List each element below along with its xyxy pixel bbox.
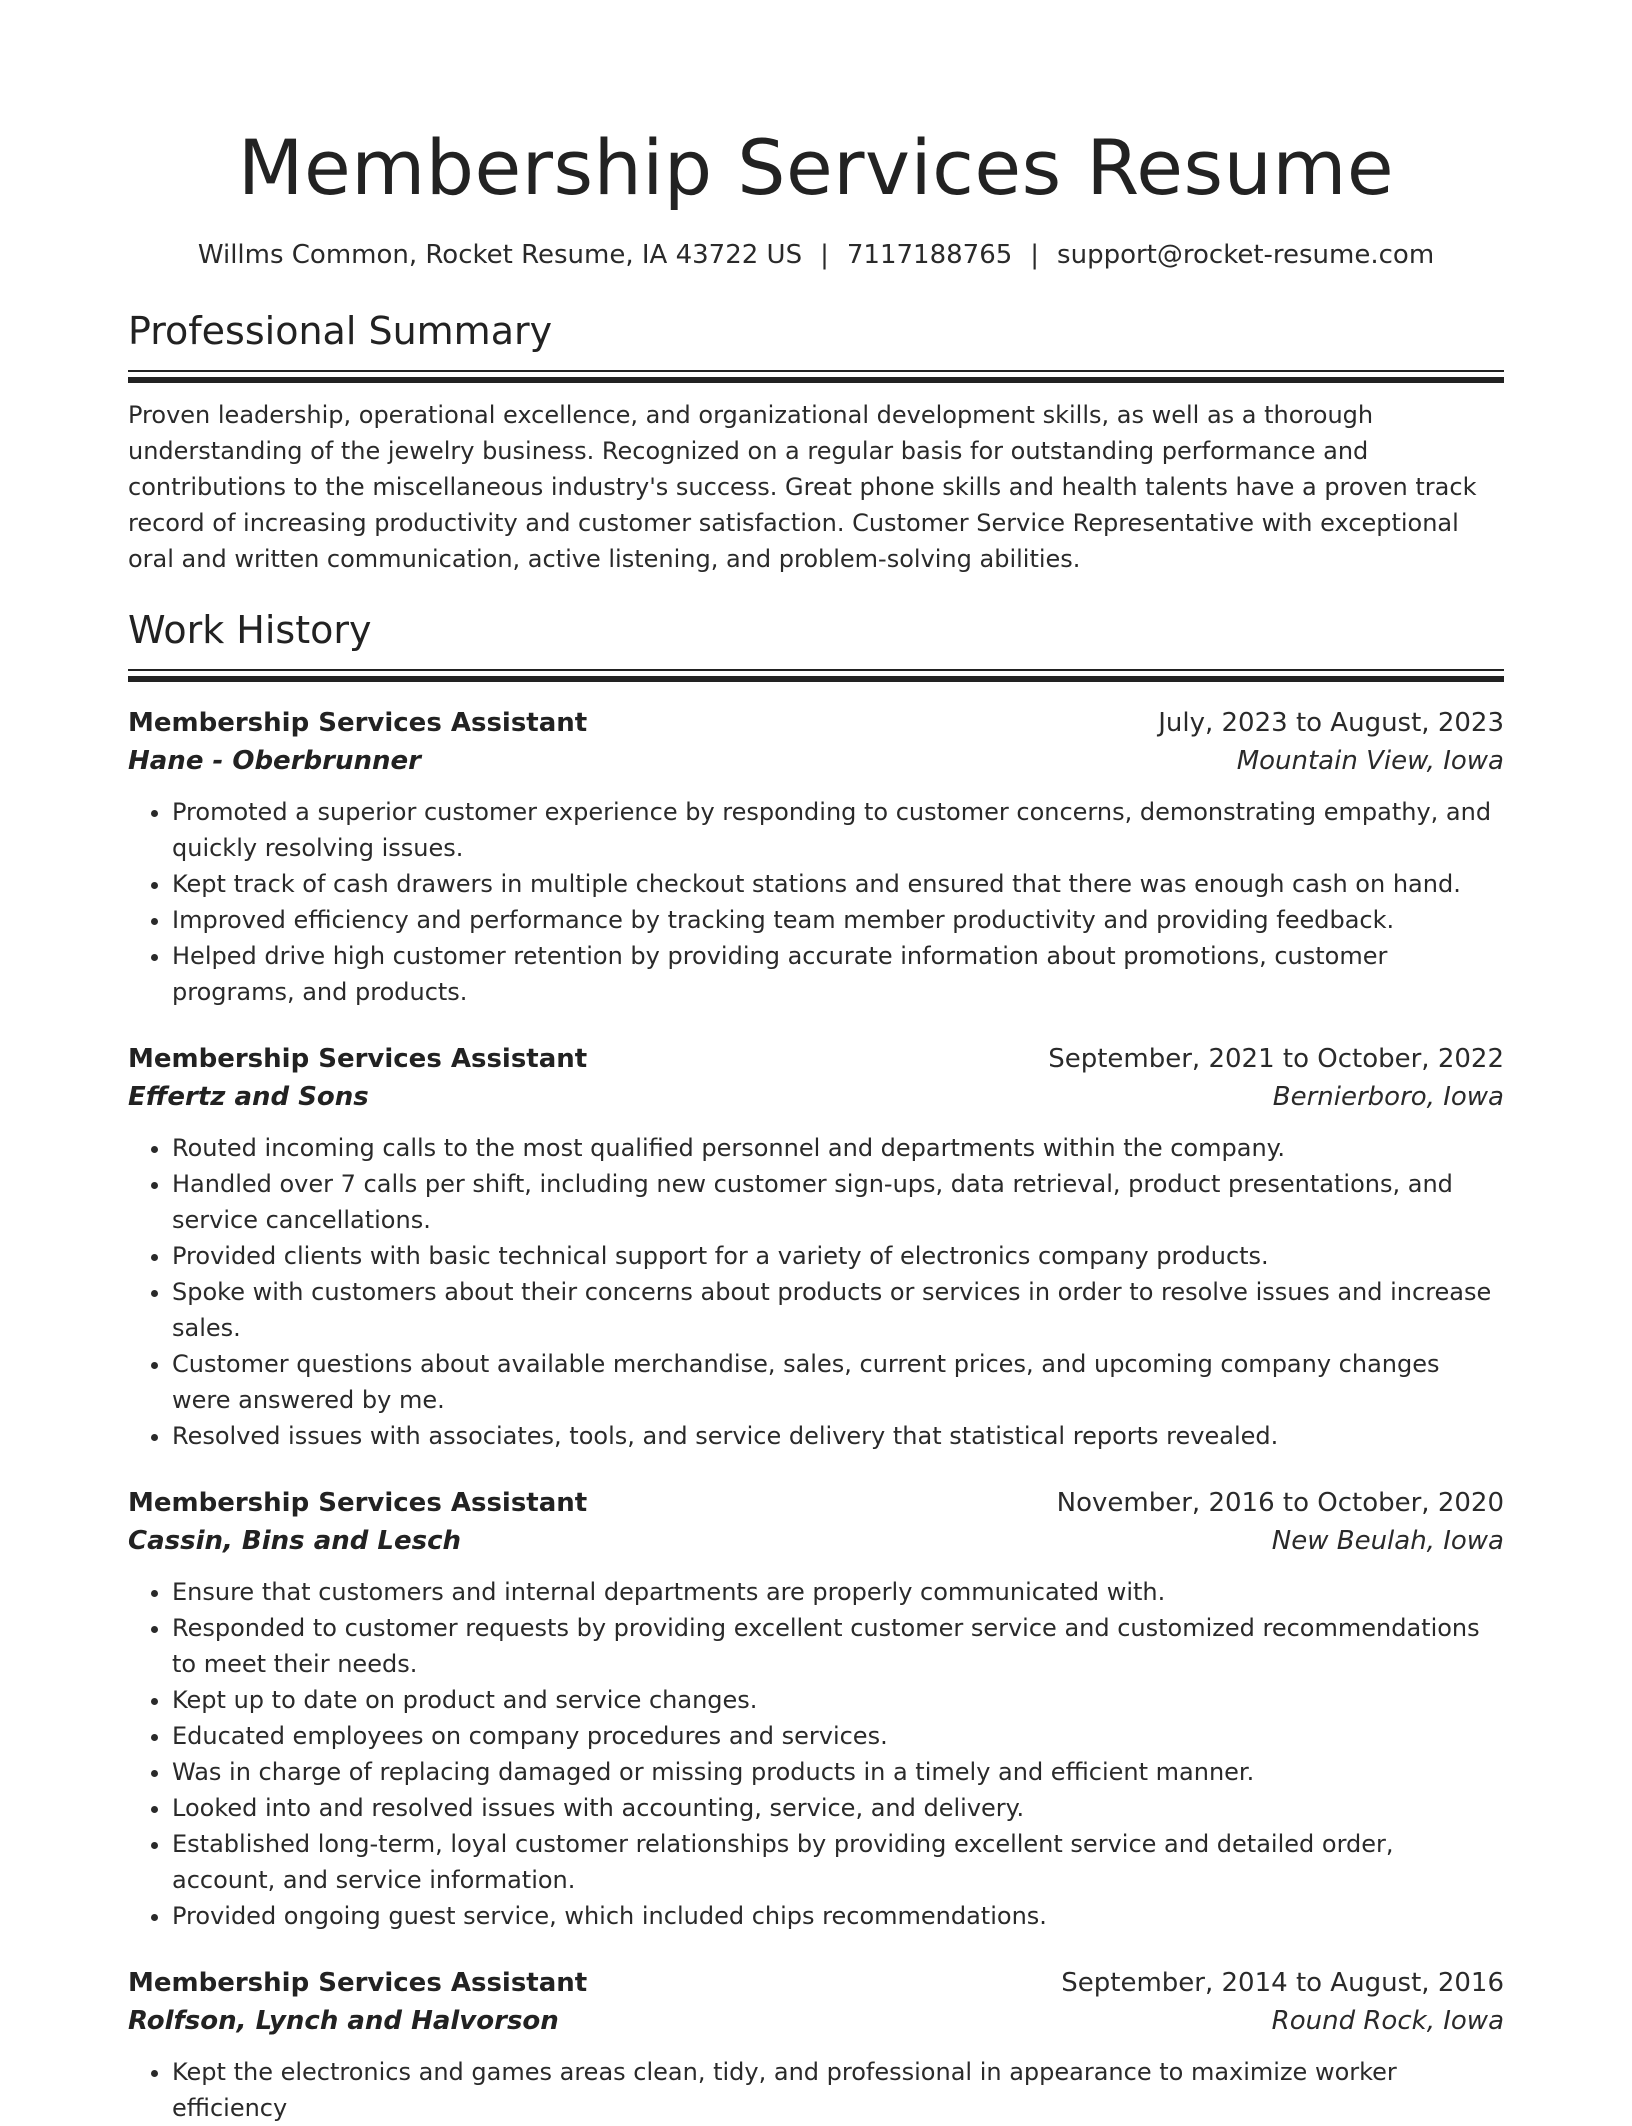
job-subheader-row (128, 1522, 1504, 1560)
job-duty: • Helped drive high customer retention by providing accurate information about promotions, customer programs, and products. (172, 938, 1504, 1010)
job-title: Membership Services Assistant (128, 1488, 588, 1518)
job-entry (128, 1964, 1504, 2126)
job-dates: September, 2021 to October, 2022 (1048, 1044, 1504, 1074)
section-title-work-history: Work History (128, 608, 372, 652)
job-entry (128, 704, 1504, 1010)
job-location: Bernierboro, Iowa (1272, 1082, 1504, 1112)
job-header-row (128, 704, 1504, 742)
section-divider (128, 669, 1504, 682)
job-duties-list (128, 1130, 1504, 1454)
job-duties-list (128, 2054, 1504, 2126)
job-title: Membership Services Assistant (128, 1968, 588, 1998)
job-duty: • Responded to customer requests by providing excellent customer service and customized recommendations to meet their needs. (172, 1610, 1504, 1682)
contact-separator: | (820, 240, 829, 270)
contact-separator: | (1030, 240, 1040, 270)
job-duty: • Established long-term, loyal customer relationships by providing excellent service and detailed order, account, and service information. (172, 1826, 1504, 1898)
job-company: Effertz and Sons (128, 1082, 369, 1112)
job-duties-list (128, 794, 1504, 1010)
job-duty: • Routed incoming calls to the most qualified personnel and departments within the company. (172, 1130, 1504, 1166)
job-duty: • Provided ongoing guest service, which included chips recommendations. (172, 1898, 1504, 1934)
summary-text: Proven leadership, operational excellence, and organizational development skills, as well as a thorough understanding of the jewelry business. Recognized on a regular basis for outstanding performance and contributions to the miscellaneous industry's success. Great phone skills and health talents have a proven track record of increasing productivity and customer satisfaction. Customer Service Representative with exceptional oral and written communication, active listening, and problem-solving abilities. (128, 401, 1477, 573)
resume-title: Membership Services Resume (237, 123, 1395, 212)
job-dates: July, 2023 to August, 2023 (1158, 708, 1504, 738)
divider-thick-line (128, 377, 1504, 383)
contact-address: Willms Common, Rocket Resume, IA 43722 US (197, 240, 803, 270)
job-duty: • Resolved issues with associates, tools, and service delivery that statistical reports revealed. (172, 1418, 1504, 1454)
job-duty: • Customer questions about available merchandise, sales, current prices, and upcoming company changes were answered by me. (172, 1346, 1504, 1418)
contact-email[interactable]: support@rocket-resume.com (1057, 240, 1435, 270)
job-header-row (128, 1040, 1504, 1078)
job-subheader-row (128, 1078, 1504, 1116)
job-dates: September, 2014 to August, 2016 (1061, 1968, 1504, 1998)
job-location: Mountain View, Iowa (1236, 746, 1504, 776)
job-duty: • Kept up to date on product and service changes. (172, 1682, 1504, 1718)
job-title: Membership Services Assistant (128, 708, 588, 738)
divider-thin-line (128, 370, 1504, 372)
job-duty: • Handled over 7 calls per shift, including new customer sign-ups, data retrieval, product presentations, and service cancellations. (172, 1166, 1504, 1238)
job-duty: • Educated employees on company procedures and services. (172, 1718, 1504, 1754)
section-divider (128, 370, 1504, 383)
job-duty: • Provided clients with basic technical support for a variety of electronics company products. (172, 1238, 1504, 1274)
job-company: Hane - Oberbrunner (128, 746, 421, 776)
job-duty: • Ensure that customers and internal departments are properly communicated with. (172, 1574, 1504, 1610)
job-duty: • Kept track of cash drawers in multiple checkout stations and ensured that there was enough cash on hand. (172, 866, 1504, 902)
section-title-summary: Professional Summary (128, 309, 553, 353)
divider-thick-line (128, 676, 1504, 682)
job-duty: • Looked into and resolved issues with accounting, service, and delivery. (172, 1790, 1504, 1826)
job-location: New Beulah, Iowa (1271, 1526, 1504, 1556)
job-duty: • Was in charge of replacing damaged or missing products in a timely and efficient manner. (172, 1754, 1504, 1790)
job-entry (128, 1040, 1504, 1454)
job-dates: November, 2016 to October, 2020 (1056, 1488, 1504, 1518)
job-header-row (128, 1484, 1504, 1522)
job-duties-list (128, 1574, 1504, 1934)
job-duty: • Promoted a superior customer experience by responding to customer concerns, demonstrating empathy, and quickly resolving issues. (172, 794, 1504, 866)
job-subheader-row (128, 2002, 1504, 2040)
job-company: Cassin, Bins and Lesch (128, 1526, 462, 1556)
job-header-row (128, 1964, 1504, 2002)
contact-phone[interactable]: 7117188765 (846, 240, 1013, 270)
resume-page (128, 0, 1504, 2126)
job-duty: • Spoke with customers about their concerns about products or services in order to resolve issues and increase sales. (172, 1274, 1504, 1346)
job-subheader-row (128, 742, 1504, 780)
divider-thin-line (128, 669, 1504, 671)
job-company: Rolfson, Lynch and Halvorson (128, 2006, 559, 2036)
job-duty: • Kept the electronics and games areas clean, tidy, and professional in appearance to maximize worker efficiency (172, 2054, 1504, 2126)
job-location: Round Rock, Iowa (1271, 2006, 1504, 2036)
job-duty: • Improved efficiency and performance by tracking team member productivity and providing feedback. (172, 902, 1504, 938)
job-entry (128, 1484, 1504, 1934)
contact-line (128, 238, 1504, 272)
job-title: Membership Services Assistant (128, 1044, 588, 1074)
